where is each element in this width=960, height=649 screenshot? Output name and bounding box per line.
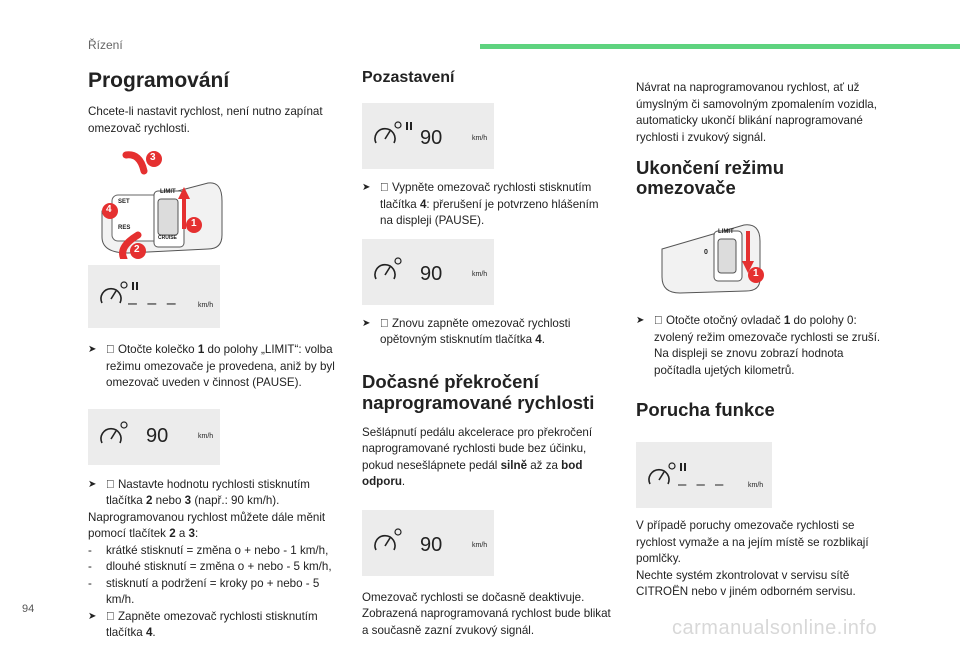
stalk-label-res: RES bbox=[118, 225, 131, 231]
para-service: Nechte systém zkontrolovat v servisu sítě CITROËN nebo v jiném odborném servisu. bbox=[636, 568, 856, 598]
dash-item: - dlouhé stisknutí = změna o + nebo - 5 km/h, bbox=[88, 560, 332, 573]
bullet-activate: ➤ Zapněte omezovač rychlosti stisknutím tlačítka 4. bbox=[88, 609, 318, 639]
display-dashes bbox=[88, 265, 220, 328]
badge-1: 1 bbox=[753, 268, 759, 279]
display-resume bbox=[362, 239, 494, 305]
heading-temporary-exceed: Dočasné překročení naprogramované rychlosti bbox=[362, 370, 595, 413]
badge-1: 1 bbox=[191, 218, 197, 229]
column-exit bbox=[636, 62, 886, 601]
display-value: – – – bbox=[678, 476, 727, 493]
bullet-icon: ➤ bbox=[88, 610, 97, 622]
intro-text: Chcete-li nastavit rychlost, není nutno zapínat omezovač rychlosti. bbox=[88, 105, 323, 135]
bullet-icon: ➤ bbox=[362, 182, 371, 193]
column-pause bbox=[362, 62, 612, 639]
bullet-icon: ➤ bbox=[362, 317, 371, 329]
display-value: 90 bbox=[146, 424, 169, 447]
stalk-illustration bbox=[98, 149, 230, 259]
display-pause bbox=[362, 103, 494, 169]
stalk-illustration-exit bbox=[660, 213, 770, 295]
stalk-drawing bbox=[660, 213, 770, 295]
display-exceed bbox=[362, 510, 494, 576]
display-unit: km/h bbox=[198, 432, 214, 440]
watermark-text: carmanualsonline.info bbox=[672, 617, 878, 639]
dash-item: - krátké stisknutí = změna o + nebo - 1 km/h, bbox=[88, 543, 329, 557]
page-number: 94 bbox=[22, 603, 35, 615]
bullet-resume: ➤ Znovu zapněte omezovač rychlosti opětovným stisknutím tlačítka 4. bbox=[362, 316, 571, 346]
section-title: Řízení bbox=[88, 38, 123, 52]
display-value: – – – bbox=[128, 295, 179, 312]
stalk-label-limit: LIMIT bbox=[718, 229, 734, 235]
bullet-exit: ➤ Otočte otočný ovladač 1 do polohy 0: zvolený režim omezovače rychlosti se zruší. Na displeji se znovu zobrazí hodnota počítadla ujetých kilometrů. bbox=[636, 314, 881, 377]
section-accent-bar bbox=[480, 44, 960, 49]
bullet-icon: ➤ bbox=[88, 478, 97, 490]
display-unit: km/h bbox=[198, 302, 214, 309]
display-malfunction bbox=[636, 442, 772, 508]
stalk-label-cruise: CRUISE bbox=[158, 235, 177, 241]
badge-4: 4 bbox=[106, 204, 112, 215]
para-malfunction: V případě poruchy omezovače rychlosti se rychlost vymaže a na jejím místě se rozblikají pomlčky. bbox=[636, 519, 869, 565]
para-deactivate: Omezovač rychlosti se dočasně deaktivuje. Zobrazená naprogramovaná rychlost bude blikat a současně zazní zvukový signál. bbox=[362, 590, 611, 637]
bullet-turn-wheel: ➤ Otočte kolečko 1 do polohy „LIMIT“: volba režimu omezovače je provedena, aniž by byl omezovač uveden v činnost (PAUSE). bbox=[88, 343, 335, 389]
display-90 bbox=[88, 409, 220, 465]
bullet-set-speed: ➤ Nastavte hodnotu rychlosti stisknutím tlačítka 2 nebo 3 (např.: 90 km/h). bbox=[88, 477, 310, 507]
bullet-icon: ➤ bbox=[636, 315, 645, 326]
stalk-label-zero: 0 bbox=[704, 249, 708, 256]
display-unit: km/h bbox=[472, 135, 488, 142]
column-programming bbox=[88, 62, 338, 642]
badge-2: 2 bbox=[134, 244, 140, 255]
display-unit: km/h bbox=[748, 482, 764, 489]
intro-return: Návrat na naprogramovanou rychlost, ať už úmyslným či samovolným zpomalením vozidla, automaticky ukončí blikání naprogramované rychlosti i zvukový signál. bbox=[636, 81, 877, 144]
bullet-pause: ➤ Vypněte omezovač rychlosti stisknutím tlačítka 4: přerušení je potvrzeno hlášením na displeji (PAUSE). bbox=[362, 181, 599, 227]
heading-exit-limiter: Ukončení režimu omezovače bbox=[636, 157, 785, 198]
display-value: 90 bbox=[420, 533, 443, 556]
display-value: 90 bbox=[420, 127, 443, 149]
heading-pause: Pozastavení bbox=[362, 69, 455, 86]
speedometer-icon bbox=[636, 442, 772, 508]
heading-programming: Programování bbox=[88, 69, 230, 92]
display-value: 90 bbox=[420, 262, 443, 285]
display-unit: km/h bbox=[472, 541, 488, 549]
para-accelerator: Sešlápnutí pedálu akcelerace pro překročení naprogramované rychlosti bude bez účinku, pokud nesešlápnete pedál silně až za bod odporu. bbox=[362, 425, 593, 488]
badge-3: 3 bbox=[150, 152, 156, 163]
heading-malfunction: Porucha funkce bbox=[636, 399, 775, 420]
display-unit: km/h bbox=[472, 270, 488, 278]
stalk-label-limit: LIMIT bbox=[160, 189, 176, 195]
para-modify-speed: Naprogramovanou rychlost můžete dále měnit pomocí tlačítek 2 a 3: bbox=[88, 510, 326, 540]
dash-item: - stisknutí a podržení = kroky po + nebo - 5 km/h. bbox=[88, 576, 320, 606]
bullet-icon: ➤ bbox=[88, 344, 97, 355]
stalk-label-set: SET bbox=[118, 199, 130, 205]
